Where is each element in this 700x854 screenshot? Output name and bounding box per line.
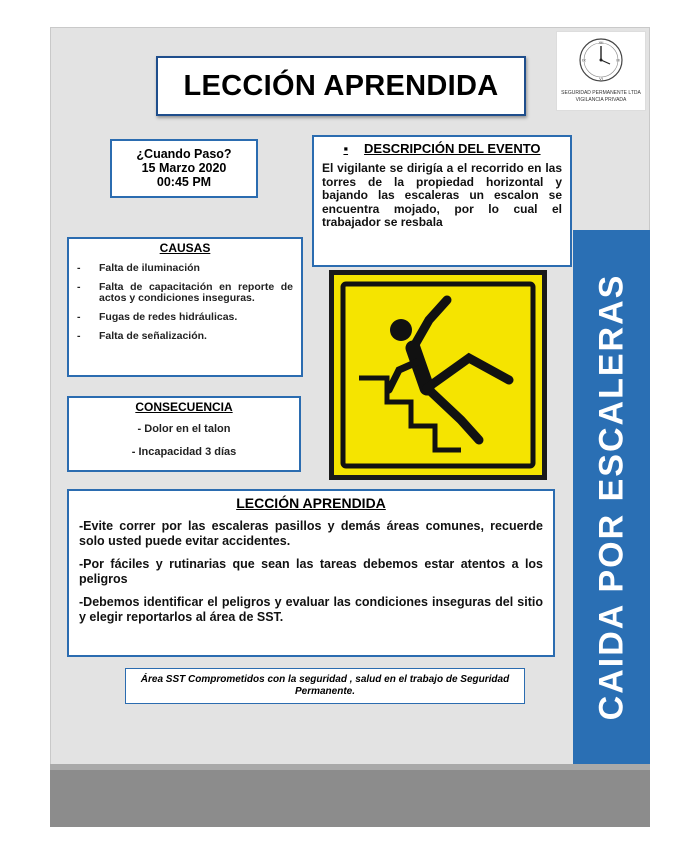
list-item: - Incapacidad 3 días bbox=[131, 446, 237, 458]
description-text: El vigilante se dirigía a el recorrido en las torres de la propiedad horizontal y bajando las escaleras un escalon se encuentra mojado, por lo cual el trabajador se resbala bbox=[322, 161, 562, 229]
list-item: - Falta de señalización. bbox=[77, 330, 207, 342]
company-logo bbox=[556, 31, 646, 111]
consequence-box bbox=[67, 396, 301, 472]
lesson-title: LECCIÓN APRENDIDA bbox=[236, 495, 386, 511]
clock-icon bbox=[577, 36, 625, 84]
lesson-paragraph: -Evite correr por las escaleras pasillos y demás áreas comunes, recuerde solo usted puede evitar accidentes. bbox=[79, 519, 543, 548]
fall-hazard-icon bbox=[329, 270, 547, 480]
side-banner bbox=[573, 230, 650, 764]
list-item: - Fugas de redes hidráulicas. bbox=[77, 311, 238, 323]
svg-text:XII: XII bbox=[598, 40, 604, 45]
footer-note: Área SST Comprometidos con la seguridad , salud en el trabajo de Seguridad Permanente. bbox=[125, 668, 525, 704]
description-box bbox=[312, 135, 572, 267]
svg-text:III: III bbox=[616, 57, 620, 63]
consequence-title: CONSECUENCIA bbox=[135, 400, 233, 414]
time-value: 00:45 PM bbox=[156, 175, 212, 189]
svg-text:VI: VI bbox=[599, 76, 603, 81]
description-title: ▪ DESCRIPCIÓN DEL EVENTO bbox=[343, 141, 541, 156]
date-value: 15 Marzo 2020 bbox=[141, 161, 227, 175]
list-item: - Falta de capacitación en reporte de actos y condiciones inseguras. bbox=[77, 281, 293, 304]
side-banner-text: CAIDA POR ESCALERAS bbox=[592, 273, 630, 721]
list-item: - Falta de iluminación bbox=[77, 262, 200, 274]
causes-title: CAUSAS bbox=[159, 241, 211, 255]
logo-tagline: VIGILANCIA PRIVADA bbox=[575, 97, 627, 103]
lesson-paragraph: -Por fáciles y rutinarias que sean las tareas debemos estar atentos a los peligros bbox=[79, 557, 543, 586]
slip-warning-sign bbox=[329, 270, 547, 480]
causes-list bbox=[77, 263, 293, 342]
list-item: - Dolor en el talon bbox=[137, 423, 231, 435]
date-label: ¿Cuando Paso? bbox=[136, 147, 232, 161]
svg-text:IX: IX bbox=[582, 57, 586, 63]
date-box bbox=[110, 139, 258, 198]
logo-company-name: SEGURIDAD PERMANENTE LTDA bbox=[561, 90, 641, 96]
causes-box bbox=[67, 237, 303, 377]
lesson-paragraph: -Debemos identificar el peligros y evaluar las condiciones inseguras del sitio y elegir reportarlos al área de SST. bbox=[79, 595, 543, 624]
lesson-box bbox=[67, 489, 555, 657]
footer-band bbox=[50, 770, 650, 827]
page-title: LECCIÓN APRENDIDA bbox=[156, 56, 526, 116]
